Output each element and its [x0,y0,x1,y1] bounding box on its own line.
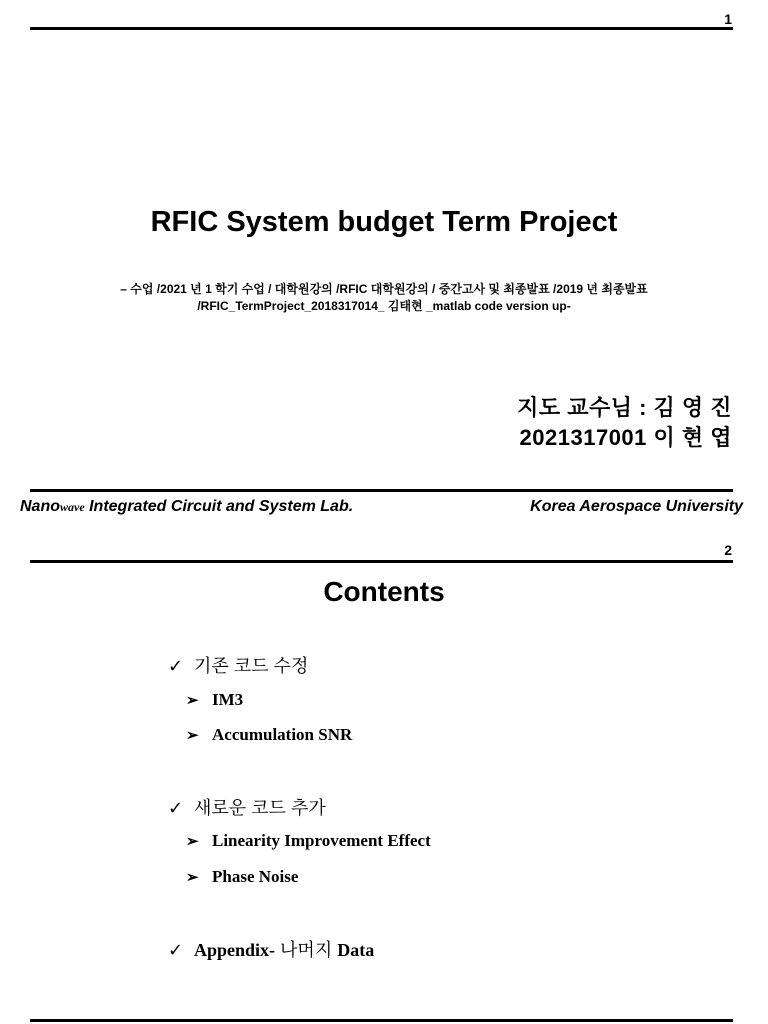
lab-name-wave: wave [60,500,85,514]
section-appendix [168,936,374,962]
list-item [186,867,298,887]
checkmark-icon: ✓ [168,798,184,818]
university-name: Korea Aerospace University [530,498,743,515]
list-item [186,690,243,710]
arrow-bullet-icon: ➢ [186,728,199,744]
checkmark-icon: ✓ [168,656,184,676]
section-existing-code [168,652,308,678]
list-item-label: Accumulation SNR [212,725,353,744]
subtitle-line-2: /RFIC_TermProject_2018317014_ 김태현 _matlab code version up- [197,299,571,313]
bottom-rule [30,1019,733,1022]
student-id-name: 2021317001 이 현 엽 [519,425,732,450]
arrow-bullet-icon: ➢ [186,693,199,709]
contents-title: Contents [323,576,445,607]
appendix-label-korean: 나머지 [280,940,333,960]
checkmark-icon: ✓ [168,940,184,960]
list-item [186,725,352,745]
section-label: 새로운 코드 추가 [194,798,326,818]
appendix-label: Appendix- [194,940,276,960]
slide-title: RFIC System budget Term Project [150,206,618,238]
advisor-name: 지도 교수님 : 김 영 진 [517,395,732,420]
lab-name-prefix: Nano [20,498,60,515]
lab-name [20,498,353,516]
arrow-bullet-icon: ➢ [186,834,199,850]
appendix-label-tail: Data [337,940,375,960]
section-label: 기존 코드 수정 [194,656,309,676]
arrow-bullet-icon: ➢ [186,870,199,886]
page-number: 1 [724,11,732,27]
lab-name-rest: Integrated Circuit and System Lab. [84,498,354,515]
list-item [186,831,431,851]
subtitle-line-1: – 수업 /2021 년 1 학기 수업 / 대학원강의 /RFIC 대학원강의 / 중간고사 및 최종발표 /2019 년 최종발표 [120,282,648,296]
list-item-label: IM3 [212,690,244,709]
list-item-label: Linearity Improvement Effect [212,831,431,850]
top-rule [30,560,733,563]
footer-rule [30,489,733,492]
section-new-code [168,794,326,820]
page-number: 2 [724,542,732,558]
top-rule [30,27,733,30]
list-item-label: Phase Noise [212,867,299,886]
